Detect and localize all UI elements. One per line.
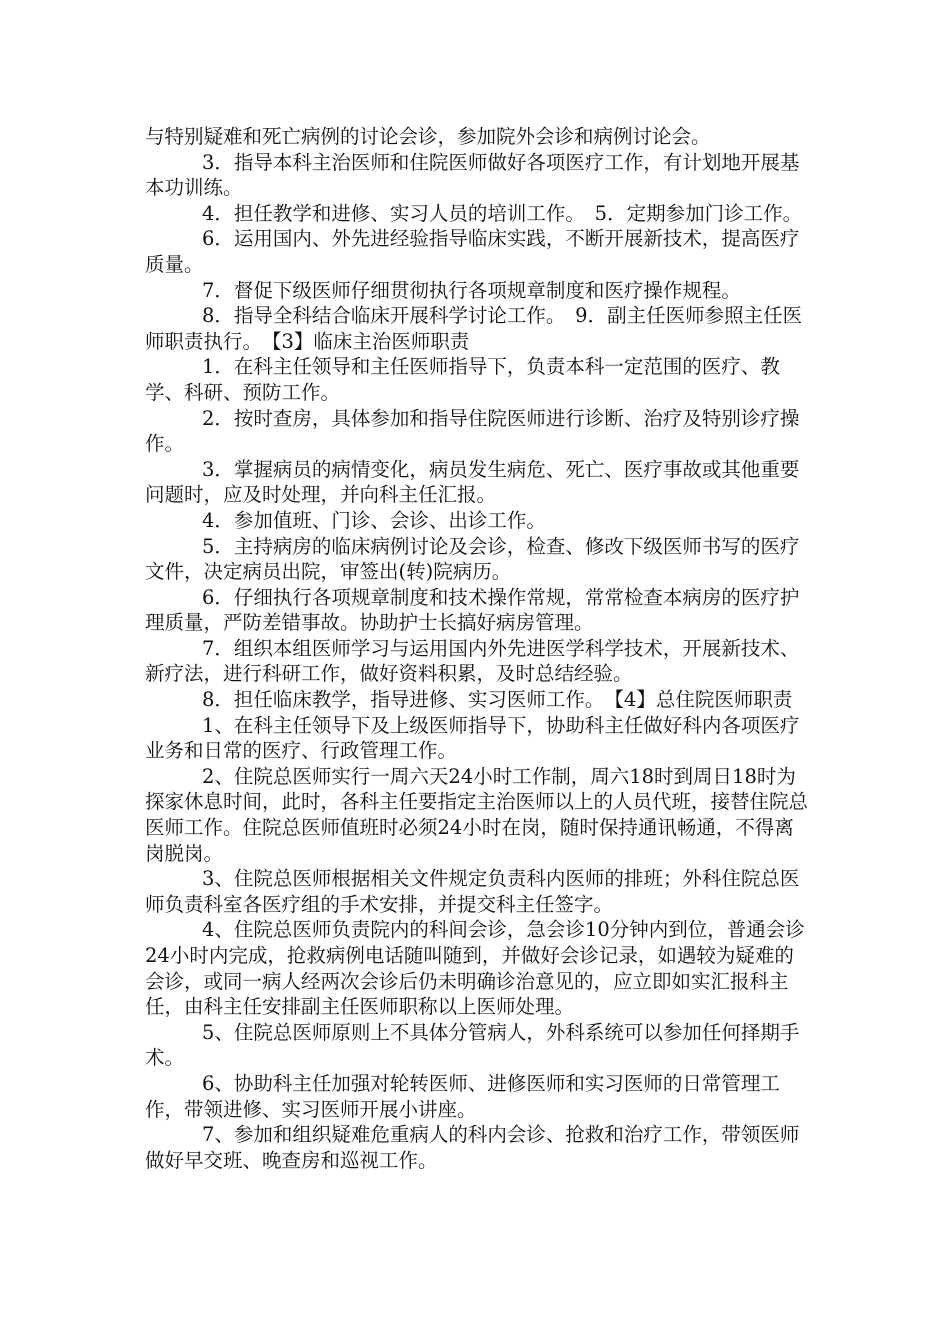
- paragraph: 7．督促下级医师仔细贯彻执行各项规章制度和医疗操作规程。: [202, 278, 741, 302]
- paragraph: 8．指导全科结合临床开展科学讨论工作。 9．副主任医师参照主任医师职责执行。 【3】临床主治医师职责: [145, 304, 803, 353]
- paragraph: 3．指导本科主治医师和住院医师做好各项医疗工作，有计划地开展基本功训练。: [145, 150, 800, 200]
- paragraph: 2、住院总医师实行一周六天24小时工作制，周六18时到周日18时为探家休息时间，此时，各科主任要指定主治医师以上的人员代班，接替住院总医师工作。住院总医师值班时必须24小时在岗，随时保持通讯畅通，不得离岗脱岗。: [145, 764, 809, 865]
- paragraph: 2．按时查房，具体参加和指导住院医师进行诊断、治疗及特别诊疗操作。: [145, 406, 800, 456]
- paragraph: 3、住院总医师根据相关文件规定负责科内医师的排班；外科住院总医师负责科室各医疗组的手术安排，并提交科主任签字。: [145, 867, 800, 916]
- paragraph: 1、在科主任领导下及上级医师指导下，协助科主任做好科内各项医疗业务和日常的医疗、行政管理工作。: [145, 713, 800, 763]
- paragraph: 6、协助科主任加强对轮转医师、进修医师和实习医师的日常管理工作，带领进修、实习医师开展小讲座。: [145, 1071, 780, 1121]
- paragraph: 6．仔细执行各项规章制度和技术操作常规，常常检查本病房的医疗护理质量，严防差错事故。协助护士长搞好病房管理。: [145, 585, 800, 635]
- document-body: [145, 124, 810, 1173]
- paragraph: 4．担任教学和进修、实习人员的培训工作。 5．定期参加门诊工作。: [202, 201, 803, 225]
- paragraph: 7、参加和组织疑难危重病人的科内会诊、抢救和治疗工作，带领医师做好早交班、晚查房和巡视工作。: [145, 1123, 800, 1172]
- paragraph: 4、住院总医师负责院内的科间会诊，急会诊10分钟内到位，普通会诊24小时内完成，抢救病例电话随叫随到，并做好会诊记录，如遇较为疑难的会诊，或同一病人经两次会诊后仍未明确诊治意见的，应立即如实汇报科主任，由科主任安排副主任医师职称以上医师处理。: [145, 918, 805, 1019]
- paragraph: 6．运用国内、外先进经验指导临床实践，不断开展新技术，提高医疗质量。: [145, 227, 800, 276]
- paragraph: 3．掌握病员的病情变化，病员发生病危、死亡、医疗事故或其他重要问题时，应及时处理，并向科主任汇报。: [145, 457, 800, 507]
- paragraph: 8．担任临床教学，指导进修、实习医师工作。 【4】总住院医师职责: [202, 688, 793, 712]
- paragraph: 与特别疑难和死亡病例的讨论会诊，参加院外会诊和病例讨论会。: [145, 125, 711, 148]
- paragraph: 5．主持病房的临床病例讨论及会诊，检查、修改下级医师书写的医疗文件，决定病员出院，审签出(转)院病历。: [145, 534, 800, 584]
- paragraph: 4．参加值班、门诊、会诊、出诊工作。: [202, 508, 546, 532]
- paragraph: 7．组织本组医师学习与运用国内外先进医学科学技术，开展新技术、新疗法，进行科研工作，做好资料积累，及时总结经验。: [145, 636, 800, 686]
- paragraph: 1．在科主任领导和主任医师指导下，负责本科一定范围的医疗、教学、科研、预防工作。: [145, 355, 780, 404]
- paragraph: 5、住院总医师原则上不具体分管病人，外科系统可以参加任何择期手术。: [145, 1020, 800, 1070]
